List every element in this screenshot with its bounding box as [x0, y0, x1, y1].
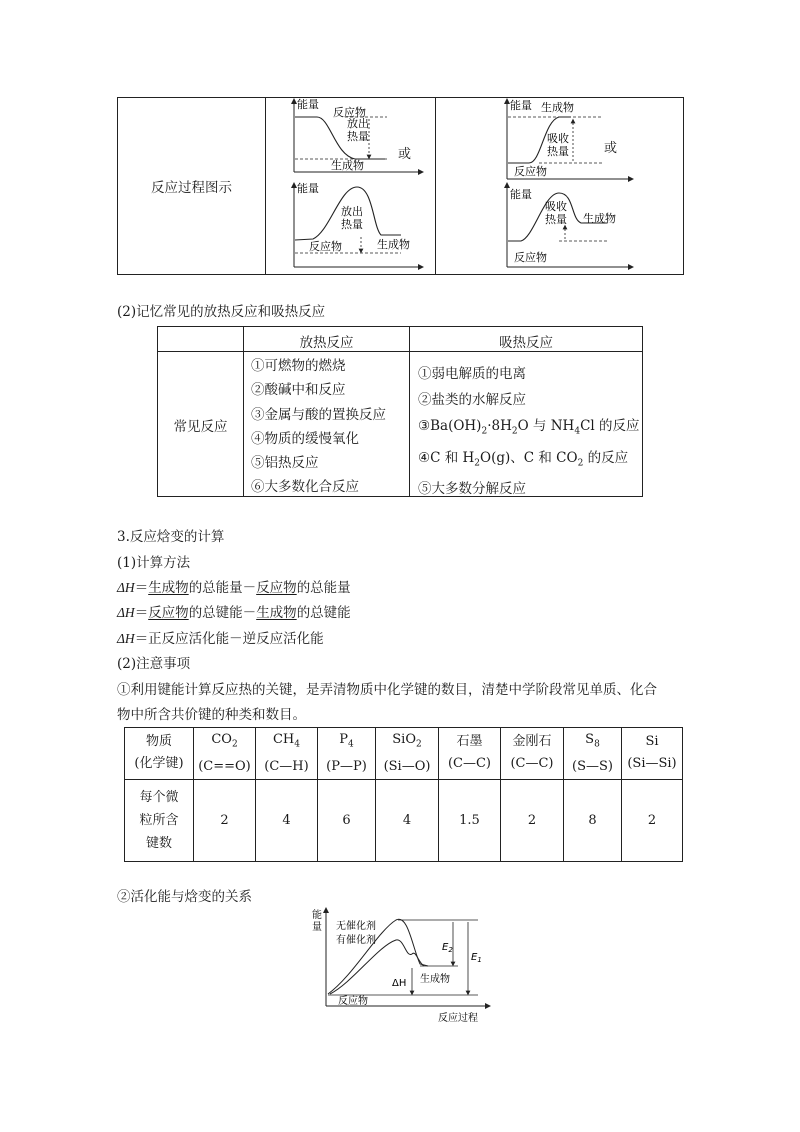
- exothermic-list: [251, 354, 386, 500]
- reaction-diagram-row-label: 反应过程图示: [151, 180, 232, 196]
- bond-header-cell: 物质 (化学键): [125, 728, 194, 780]
- formula-3: ΔH＝正反应活化能－逆反应活化能: [117, 631, 324, 647]
- reactant-label: 反应物: [309, 240, 342, 253]
- x-axis-label: 反应过程: [438, 1013, 478, 1024]
- product-label: 生成物: [377, 238, 410, 251]
- paragraph: ①利用键能计算反应热的关键，是弄清物质中化学键的数目，清楚中学阶段常见单质、化合: [117, 682, 657, 698]
- paragraph: 物中所含共价键的种类和数目。: [117, 707, 306, 723]
- bond-count-cell: 8: [564, 779, 622, 861]
- list-item: ①弱电解质的电离: [418, 366, 526, 382]
- absorb-heat-label: 热量: [547, 145, 569, 158]
- product-label: 生成物: [420, 974, 450, 985]
- col-header-exothermic: 放热反应: [299, 335, 354, 351]
- section-heading: ②活化能与焓变的关系: [117, 889, 252, 905]
- bond-count-cell: 4: [256, 779, 318, 861]
- list-item: $③Ba(OH)_2\cdot 8H_2O$ 与 $NH_4Cl$ 的反应: [418, 418, 640, 437]
- section-heading: 3.反应焓变的计算: [117, 529, 225, 545]
- absorb-heat-label: 热量: [545, 213, 567, 226]
- energy-label: 能量: [510, 188, 532, 201]
- energy-label: 能量: [510, 99, 532, 112]
- release-heat-label: 放出: [347, 117, 369, 130]
- list-item: ⑤铝热反应: [251, 455, 319, 472]
- endothermic-list: [418, 361, 640, 502]
- no-catalyst-label: 无催化剂: [336, 921, 376, 932]
- row-label-common: 常见反应: [173, 419, 228, 435]
- energy-label: 能量: [297, 98, 319, 111]
- activation-energy-diagram: [308, 906, 498, 1026]
- substance-cell: $CO_2$ (C==O): [194, 728, 256, 780]
- subsection-heading: (1)计算方法: [117, 555, 191, 571]
- section-heading: (2)记忆常见的放热反应和吸热反应: [117, 304, 326, 320]
- energy-axis-label: 量: [312, 922, 322, 933]
- bond-count-cell: 2: [622, 779, 683, 861]
- energy-axis-label: 能: [312, 910, 322, 921]
- absorb-heat-label: 吸收: [545, 200, 567, 213]
- release-heat-label: 热量: [347, 130, 369, 143]
- bond-count-table: [124, 727, 683, 862]
- endothermic-diagrams: [499, 97, 634, 272]
- list-item: ⑥大多数化合反应: [251, 479, 359, 496]
- release-heat-label: 放出: [341, 205, 363, 218]
- energy-label: 能量: [297, 182, 319, 195]
- or-label: 或: [604, 141, 618, 156]
- reactant-label: 反应物: [333, 106, 366, 119]
- subsection-heading: (2)注意事项: [117, 656, 191, 672]
- absorb-heat-label: 吸收: [547, 132, 569, 145]
- substance-cell: $S_8$ (S—S): [564, 728, 622, 780]
- e2-label: $E_2$: [442, 942, 453, 954]
- e1-label: $E_1$: [471, 952, 482, 964]
- reactant-label: 反应物: [514, 251, 547, 264]
- list-item: ⑤大多数分解反应: [418, 481, 526, 498]
- list-item: ④C 和 $H_2O(g)$、C 和 $CO_2$ 的反应: [418, 449, 629, 469]
- product-label: 生成物: [583, 212, 616, 225]
- substance-cell: 石墨 (C—C): [439, 728, 501, 780]
- bond-count-cell: 2: [194, 779, 256, 861]
- table-divider: [265, 98, 266, 274]
- bond-count-cell: 2: [501, 779, 564, 861]
- with-catalyst-label: 有催化剂: [336, 935, 376, 946]
- bond-count-cell: 1.5: [439, 779, 501, 861]
- col-header-endothermic: 吸热反应: [499, 335, 553, 351]
- release-heat-label: 热量: [341, 218, 363, 231]
- reactant-label: 反应物: [338, 996, 368, 1007]
- exothermic-diagrams: [285, 97, 425, 272]
- product-label: 生成物: [541, 101, 574, 114]
- list-item: ①可燃物的燃烧: [251, 358, 346, 374]
- bond-count-label-cell: 每个微 粒所含 键数: [125, 779, 194, 861]
- substance-cell: 金刚石 (C—C): [501, 728, 564, 780]
- substance-cell: $P_4$ (P—P): [318, 728, 376, 780]
- reactant-label: 反应物: [514, 165, 547, 178]
- list-item: ②酸碱中和反应: [251, 382, 346, 399]
- product-label: 生成物: [331, 159, 364, 172]
- substance-cell: SiO$_2$ (Si—O): [376, 728, 439, 780]
- formula-2: ΔH＝反应物的总键能－生成物的总键能: [117, 605, 351, 621]
- or-label: 或: [398, 147, 412, 162]
- substance-cell: $CH_4$ (C—H): [256, 728, 318, 780]
- formula-1: ΔH＝生成物的总能量－反应物的总能量: [117, 580, 351, 596]
- list-item: ②盐类的水解反应: [418, 392, 526, 408]
- bond-count-cell: 4: [376, 779, 439, 861]
- list-item: ③金属与酸的置换反应: [251, 406, 386, 423]
- list-item: ④物质的缓慢氧化: [251, 430, 359, 447]
- substance-cell: Si (Si—Si): [622, 728, 683, 780]
- table-divider: [435, 98, 436, 274]
- delta-h-label: ΔH: [392, 978, 407, 989]
- exo-endo-table: [157, 326, 643, 497]
- bond-count-cell: 6: [318, 779, 376, 861]
